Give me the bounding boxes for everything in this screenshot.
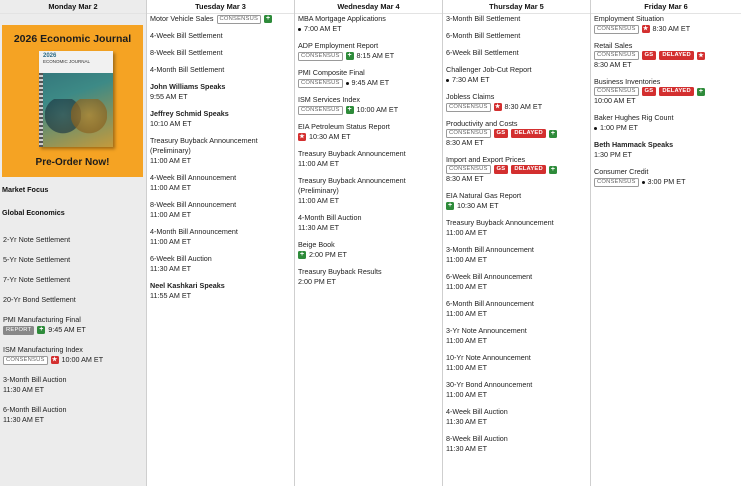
bullet-icon <box>298 28 301 31</box>
event-name[interactable]: Treasury Buyback Announcement (Preliminary) <box>150 136 258 155</box>
consensus-badge[interactable]: CONSENSUS <box>594 178 639 187</box>
event-item[interactable] <box>446 119 587 148</box>
event-item[interactable] <box>298 149 439 169</box>
event-time: 2:00 PM ET <box>309 250 347 259</box>
event-name[interactable]: 6-Week Bill Auction <box>150 254 212 263</box>
event-name[interactable]: MBA Mortgage Applications <box>298 14 386 23</box>
event-name[interactable]: 4-Week Bill Auction <box>446 407 508 416</box>
gs-badge[interactable]: GS <box>642 51 657 60</box>
event-time: 1:30 PM ET <box>594 150 632 159</box>
event-meta-row <box>446 129 587 138</box>
bear-illustration <box>71 99 107 139</box>
event-name[interactable]: 10-Yr Note Announcement <box>446 353 531 362</box>
consensus-badge[interactable]: CONSENSUS <box>298 106 343 115</box>
event-item[interactable] <box>298 176 439 206</box>
event-name[interactable]: 6-Month Bill Auction <box>3 405 67 414</box>
event-item[interactable] <box>150 109 291 129</box>
event-name[interactable]: Beige Book <box>298 240 335 249</box>
event-time: 11:30 AM ET <box>446 417 488 426</box>
event-name[interactable]: 20-Yr Bond Settlement <box>3 295 76 304</box>
event-item[interactable] <box>446 155 587 184</box>
event-meta-row <box>446 75 587 85</box>
event-name[interactable]: PMI Composite Final <box>298 68 365 77</box>
event-name[interactable]: PMI Manufacturing Final <box>3 315 81 324</box>
event-row <box>150 14 291 24</box>
event-name[interactable]: 6-Week Bill Announcement <box>446 272 533 281</box>
event-meta-row <box>446 102 587 112</box>
event-meta-row <box>446 201 587 211</box>
event-meta-row <box>594 87 738 96</box>
plus-icon[interactable]: + <box>347 52 352 59</box>
event-name[interactable]: 6-Month Bill Settlement <box>446 31 521 40</box>
plus-icon[interactable]: + <box>299 251 305 258</box>
event-time: 11:00 AM ET <box>150 210 192 219</box>
event-item[interactable] <box>150 136 291 166</box>
plus-icon[interactable]: + <box>266 15 271 22</box>
event-item[interactable] <box>446 380 587 400</box>
event-name[interactable]: 8-Week Bill Settlement <box>150 48 223 57</box>
bullet-icon <box>642 181 645 184</box>
link-label: Global Economics <box>2 208 65 217</box>
event-list <box>295 14 442 287</box>
event-item[interactable] <box>446 65 587 85</box>
event-name[interactable]: Jobless Claims <box>446 92 495 101</box>
event-item[interactable] <box>298 213 439 233</box>
event-item[interactable] <box>446 14 587 24</box>
event-name[interactable]: EIA Petroleum Status Report <box>298 122 390 131</box>
plus-icon[interactable]: + <box>550 129 555 137</box>
event-time: 11:30 AM ET <box>446 444 488 453</box>
event-item[interactable] <box>446 299 587 319</box>
event-list <box>0 235 146 425</box>
event-meta-row <box>3 325 143 335</box>
event-name[interactable]: 3-Month Bill Auction <box>3 375 67 384</box>
bullet-icon <box>446 79 449 82</box>
event-name[interactable]: 8-Week Bill Auction <box>446 434 508 443</box>
event-name[interactable]: 6-Month Bill Announcement <box>446 299 534 308</box>
plus-icon[interactable]: + <box>698 87 703 95</box>
event-meta-row <box>594 24 738 34</box>
event-time: 8:30 AM ET <box>446 174 484 183</box>
event-time: 11:00 AM ET <box>298 196 340 205</box>
event-time: 11:30 AM ET <box>298 223 340 232</box>
event-item[interactable] <box>446 31 587 41</box>
consensus-badge[interactable]: CONSENSUS <box>594 51 639 60</box>
event-item[interactable] <box>298 14 439 34</box>
event-name[interactable]: Treasury Buyback Announcement <box>298 149 406 158</box>
event-item[interactable] <box>594 113 738 133</box>
event-name[interactable]: 5-Yr Note Settlement <box>3 255 71 264</box>
star-icon[interactable]: ★ <box>51 357 58 363</box>
event-time: 7:30 AM ET <box>452 75 490 84</box>
consensus-badge[interactable]: CONSENSUS <box>446 103 491 112</box>
monday-links <box>0 185 146 219</box>
event-item[interactable] <box>298 41 439 61</box>
event-time: 8:30 AM ET <box>504 102 543 111</box>
event-time: 10:00 AM ET <box>61 355 104 364</box>
event-list <box>443 14 590 454</box>
event-item[interactable] <box>298 267 439 287</box>
event-time: 11:00 AM ET <box>446 363 488 372</box>
event-name[interactable]: ADP Employment Report <box>298 41 379 50</box>
plus-icon[interactable]: + <box>550 165 555 173</box>
promo-title: 2026 Economic Journal <box>13 33 132 45</box>
event-name[interactable]: 4-Month Bill Auction <box>298 213 362 222</box>
speaker-event-name[interactable]: Neel Kashkari Speaks <box>150 281 225 290</box>
plus-icon[interactable]: + <box>39 326 44 333</box>
event-time: 11:00 AM ET <box>446 336 488 345</box>
event-name[interactable]: 7-Yr Note Settlement <box>3 275 71 284</box>
event-item[interactable] <box>150 14 291 24</box>
event-meta-row <box>594 123 738 133</box>
event-item[interactable] <box>150 173 291 193</box>
gs-badge[interactable]: GS <box>642 87 657 96</box>
event-name[interactable]: 4-Month Bill Announcement <box>150 227 238 236</box>
gs-badge[interactable]: GS <box>494 165 509 174</box>
event-name[interactable]: Productivity and Costs <box>446 119 518 128</box>
event-item[interactable] <box>150 31 291 41</box>
event-item[interactable] <box>594 167 738 187</box>
event-item[interactable] <box>150 48 291 58</box>
event-time: 11:30 AM ET <box>3 415 45 424</box>
event-time: 9:55 AM ET <box>150 92 188 101</box>
event-time: 3:00 PM ET <box>647 177 686 186</box>
day-header: Friday Mar 6 <box>591 0 741 14</box>
event-name[interactable]: Retail Sales <box>594 41 633 50</box>
day-column-friday <box>591 0 741 486</box>
event-item[interactable] <box>150 281 291 301</box>
event-name[interactable]: Import and Export Prices <box>446 155 526 164</box>
event-time: 11:30 AM ET <box>3 385 45 394</box>
event-time: 7:00 AM ET <box>304 24 342 33</box>
event-meta-row <box>3 355 143 365</box>
event-name[interactable]: 3-Month Bill Settlement <box>446 14 521 23</box>
bullet-icon <box>346 82 349 85</box>
event-time: 10:10 AM ET <box>150 119 192 128</box>
event-item[interactable] <box>3 375 143 395</box>
event-item[interactable] <box>3 315 143 335</box>
event-name[interactable]: Treasury Buyback Results <box>298 267 382 276</box>
event-item[interactable] <box>446 218 587 238</box>
event-time: 11:00 AM ET <box>446 228 488 237</box>
event-item[interactable] <box>446 407 587 427</box>
consensus-badge[interactable]: CONSENSUS <box>594 87 639 96</box>
link-label: Market Focus <box>2 185 49 194</box>
day-column-monday <box>0 0 147 486</box>
event-item[interactable] <box>446 434 587 454</box>
event-name[interactable]: 3-Month Bill Announcement <box>446 245 534 254</box>
event-name[interactable]: Challenger Job-Cut Report <box>446 65 532 74</box>
event-item[interactable] <box>298 240 439 260</box>
event-meta-row <box>594 51 738 60</box>
event-name[interactable]: Employment Situation <box>594 14 664 23</box>
event-item[interactable] <box>446 245 587 265</box>
event-item[interactable] <box>446 326 587 346</box>
event-time: 11:00 AM ET <box>446 255 488 264</box>
event-name[interactable]: Business Inventories <box>594 77 661 86</box>
event-meta-row <box>594 177 738 187</box>
event-time: 11:00 AM ET <box>446 309 488 318</box>
event-list <box>147 14 294 301</box>
event-item[interactable] <box>446 92 587 112</box>
consensus-badge[interactable]: CONSENSUS <box>446 129 491 138</box>
speaker-event-name[interactable]: Beth Hammack Speaks <box>594 140 674 149</box>
speaker-event-name[interactable]: John Williams Speaks <box>150 82 226 91</box>
event-name[interactable]: 30-Yr Bond Announcement <box>446 380 533 389</box>
link-market-focus[interactable] <box>2 185 144 196</box>
event-name[interactable]: 4-Month Bill Settlement <box>150 65 225 74</box>
event-time: 11:00 AM ET <box>298 159 340 168</box>
day-column-thursday <box>443 0 591 486</box>
event-name[interactable]: 8-Week Bill Announcement <box>150 200 237 209</box>
consensus-badge[interactable]: CONSENSUS <box>298 52 343 61</box>
event-time: 11:00 AM ET <box>446 282 488 291</box>
event-name[interactable]: ISM Manufacturing Index <box>3 345 83 354</box>
consensus-badge[interactable]: CONSENSUS <box>594 25 639 34</box>
event-name[interactable]: 2-Yr Note Settlement <box>3 235 71 244</box>
link-global-economics[interactable] <box>2 208 144 219</box>
delayed-badge: DELAYED <box>511 165 546 174</box>
event-time: 10:30 AM ET <box>457 201 499 210</box>
day-header: Wednesday Mar 4 <box>295 0 442 14</box>
delayed-badge: DELAYED <box>511 129 546 138</box>
speaker-event-name[interactable]: Jeffrey Schmid Speaks <box>150 109 229 118</box>
book-year: 2026 <box>43 53 57 59</box>
event-item[interactable] <box>298 95 439 115</box>
journal-book-cover <box>39 51 113 147</box>
event-meta-row <box>298 24 439 34</box>
event-item[interactable] <box>594 77 738 106</box>
event-item[interactable] <box>594 41 738 70</box>
day-column-wednesday <box>295 0 443 486</box>
star-icon[interactable]: ★ <box>299 134 305 140</box>
event-item[interactable] <box>3 405 143 425</box>
event-meta-row <box>298 250 439 260</box>
delayed-badge: DELAYED <box>659 87 694 96</box>
consensus-badge[interactable]: CONSENSUS <box>3 356 48 365</box>
event-item[interactable] <box>298 122 439 142</box>
event-meta-row <box>298 78 439 88</box>
event-item[interactable] <box>446 272 587 292</box>
event-time: 11:30 AM ET <box>150 264 192 273</box>
event-time: 2:00 PM ET <box>298 277 336 286</box>
event-time: 10:00 AM ET <box>594 96 636 105</box>
delayed-badge: DELAYED <box>659 51 694 60</box>
report-badge[interactable]: REPORT <box>3 326 34 335</box>
event-name[interactable]: 6-Week Bill Settlement <box>446 48 519 57</box>
event-item[interactable] <box>150 254 291 274</box>
event-time: 11:55 AM ET <box>150 291 192 300</box>
day-header: Thursday Mar 5 <box>443 0 590 14</box>
event-time: 11:00 AM ET <box>150 156 192 165</box>
day-header: Monday Mar 2 <box>0 0 146 14</box>
economic-journal-promo[interactable] <box>2 25 143 177</box>
event-item[interactable] <box>298 68 439 88</box>
event-time: 11:00 AM ET <box>150 237 192 246</box>
event-name[interactable]: ISM Services Index <box>298 95 360 104</box>
event-item[interactable] <box>150 227 291 247</box>
event-name[interactable]: Baker Hughes Rig Count <box>594 113 674 122</box>
bullet-icon <box>594 127 597 130</box>
event-item[interactable] <box>446 191 587 211</box>
pre-order-link[interactable]: Pre-Order Now! <box>35 157 110 168</box>
consensus-badge[interactable]: CONSENSUS <box>298 79 343 88</box>
event-list <box>591 14 741 187</box>
event-item[interactable] <box>150 65 291 75</box>
book-label <box>39 51 113 73</box>
event-meta-row <box>298 51 439 61</box>
consensus-badge[interactable]: CONSENSUS <box>217 15 262 24</box>
event-item[interactable] <box>446 353 587 373</box>
day-header: Tuesday Mar 3 <box>147 0 294 14</box>
plus-icon[interactable]: + <box>447 202 453 209</box>
event-item[interactable] <box>3 345 143 365</box>
star-icon[interactable]: ★ <box>494 104 501 110</box>
book-subtitle: ECONOMIC JOURNAL <box>43 59 91 64</box>
event-time: 11:00 AM ET <box>446 390 488 399</box>
event-name[interactable]: 3-Yr Note Announcement <box>446 326 527 335</box>
event-item[interactable] <box>3 255 143 265</box>
event-item[interactable] <box>3 235 143 245</box>
event-item[interactable] <box>3 275 143 285</box>
event-name[interactable]: 4-Week Bill Settlement <box>150 31 223 40</box>
event-name[interactable]: Treasury Buyback Announcement <box>446 218 554 227</box>
event-meta-row <box>298 132 439 142</box>
event-time: 8:15 AM ET <box>356 51 395 60</box>
event-time: 1:00 PM ET <box>600 123 638 132</box>
plus-icon[interactable]: + <box>347 106 352 113</box>
event-time: 8:30 AM ET <box>446 138 484 147</box>
event-time: 11:00 AM ET <box>150 183 192 192</box>
event-name[interactable]: 4-Week Bill Announcement <box>150 173 237 182</box>
event-time: 8:30 AM ET <box>594 60 632 69</box>
event-time: 10:00 AM ET <box>356 105 399 114</box>
consensus-badge[interactable]: CONSENSUS <box>446 165 491 174</box>
gs-badge[interactable]: GS <box>494 129 509 138</box>
event-meta-row <box>446 165 587 174</box>
event-name[interactable]: Motor Vehicle Sales <box>150 14 214 23</box>
event-time: 9:45 AM ET <box>351 78 390 87</box>
event-name[interactable]: Consumer Credit <box>594 167 649 176</box>
event-item[interactable] <box>150 200 291 220</box>
event-item[interactable] <box>594 14 738 34</box>
event-item[interactable] <box>3 295 143 305</box>
event-time: 8:30 AM ET <box>652 24 691 33</box>
star-icon[interactable]: ★ <box>698 52 704 59</box>
event-item[interactable] <box>150 82 291 102</box>
event-name[interactable]: Treasury Buyback Announcement (Preliminary) <box>298 176 406 195</box>
event-name[interactable]: EIA Natural Gas Report <box>446 191 522 200</box>
event-item[interactable] <box>446 48 587 58</box>
day-column-tuesday <box>147 0 295 486</box>
event-time: 10:30 AM ET <box>309 132 351 141</box>
event-time: 9:45 AM ET <box>48 325 86 334</box>
event-item[interactable] <box>594 140 738 160</box>
star-icon[interactable]: ★ <box>642 26 649 32</box>
event-meta-row <box>298 105 439 115</box>
